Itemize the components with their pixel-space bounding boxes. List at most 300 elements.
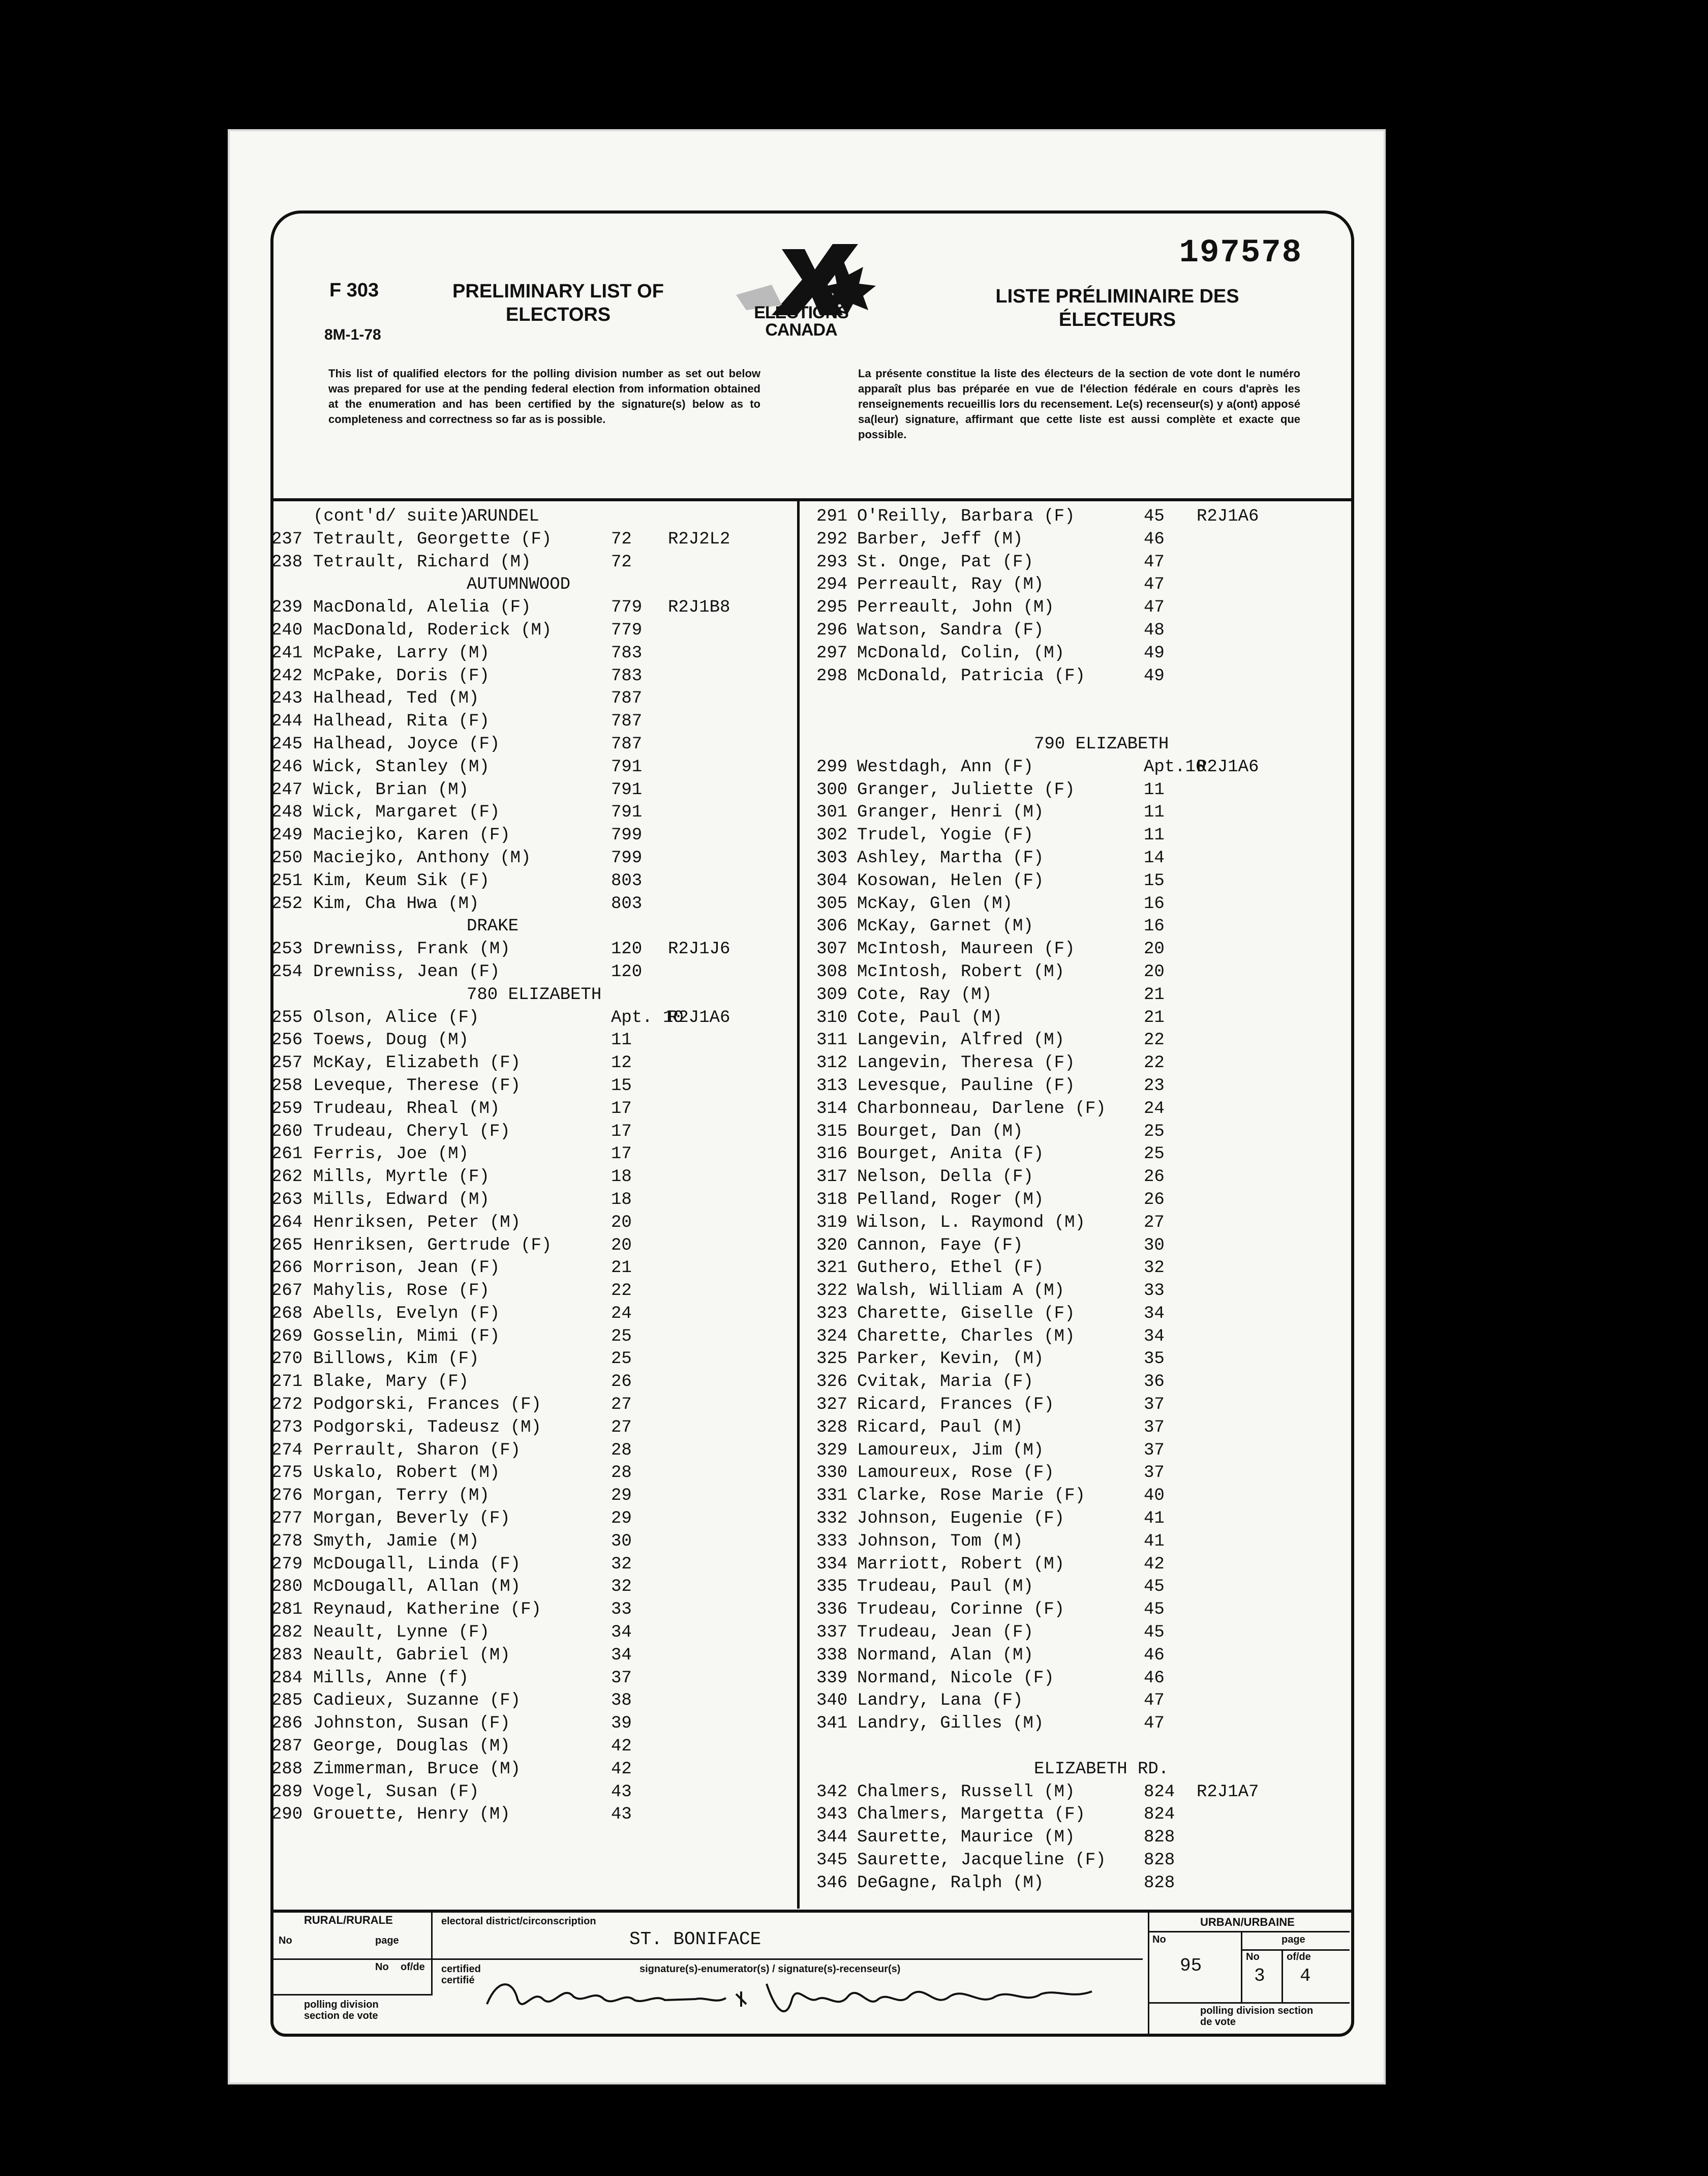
civic-number: 34	[1144, 1304, 1165, 1323]
elector-row	[273, 1781, 797, 1804]
elector-number: 276	[271, 1486, 303, 1506]
elector-name: Marriott, Robert (M)	[857, 1554, 1065, 1574]
column-divider	[797, 498, 800, 1909]
elector-name: Neault, Lynne (F)	[313, 1623, 490, 1643]
elector-number: 290	[271, 1805, 303, 1825]
elector-number: 333	[816, 1531, 848, 1551]
elector-name: Langevin, Theresa (F)	[857, 1053, 1075, 1073]
elector-row	[273, 1234, 797, 1257]
elector-name: McPake, Doris (F)	[313, 666, 490, 686]
elector-name: Olson, Alice (F)	[313, 1008, 479, 1027]
elector-name: Levesque, Pauline (F)	[857, 1076, 1075, 1096]
elector-name: McKay, Elizabeth (F)	[313, 1053, 521, 1073]
elector-name: Halhead, Joyce (F)	[313, 734, 500, 754]
civic-number: 37	[611, 1668, 632, 1688]
elector-name: Cote, Paul (M)	[857, 1008, 1002, 1027]
elector-name: McDonald, Colin, (M)	[857, 643, 1065, 663]
elector-row	[273, 1530, 797, 1553]
elector-number: 329	[816, 1440, 848, 1460]
elector-number: 264	[271, 1213, 303, 1232]
civic-number: 27	[611, 1395, 632, 1415]
elector-name: Kosowan, Helen (F)	[857, 871, 1044, 891]
elector-row	[800, 1485, 1348, 1507]
civic-number: 21	[611, 1258, 632, 1278]
civic-number: 22	[1144, 1053, 1165, 1073]
civic-number: 17	[611, 1099, 632, 1119]
civic-number: 23	[1144, 1076, 1165, 1096]
elector-row	[800, 1371, 1348, 1394]
elector-name: Morgan, Beverly (F)	[313, 1509, 510, 1529]
urban-no-label: No	[1152, 1934, 1166, 1945]
elector-number: 321	[816, 1258, 848, 1278]
civic-number: 38	[611, 1691, 632, 1711]
elector-name: Grouette, Henry (M)	[313, 1805, 510, 1825]
elector-name: Lamoureux, Rose (F)	[857, 1463, 1054, 1483]
elector-row	[800, 961, 1348, 984]
blank-line	[800, 1735, 1348, 1758]
elector-row	[800, 619, 1348, 642]
civic-number: 47	[1144, 575, 1165, 595]
elector-row	[800, 1052, 1348, 1075]
civic-number: 49	[1144, 666, 1165, 686]
elector-number: 331	[816, 1486, 848, 1506]
civic-number: 20	[1144, 962, 1165, 982]
elector-number: 259	[271, 1099, 303, 1119]
elector-number: 324	[816, 1326, 848, 1346]
elector-row	[273, 1667, 797, 1690]
elector-name: Saurette, Maurice (M)	[857, 1828, 1075, 1848]
elector-number: 254	[271, 962, 303, 982]
elector-name: Toews, Doug (M)	[313, 1031, 469, 1050]
elector-number: 251	[271, 871, 303, 891]
elector-name: Landry, Lana (F)	[857, 1691, 1023, 1711]
civic-number: 783	[611, 643, 643, 663]
elector-name: Kim, Keum Sik (F)	[313, 871, 490, 891]
elector-row	[800, 1121, 1348, 1143]
civic-number: 20	[611, 1213, 632, 1232]
elector-row	[800, 915, 1348, 938]
civic-number: 28	[611, 1440, 632, 1460]
elector-name: Cote, Ray (M)	[857, 985, 992, 1005]
elector-number: 307	[816, 940, 848, 959]
rural-page-no-label: No	[375, 1961, 389, 1973]
civic-number: 20	[1144, 940, 1165, 959]
elector-name: Perrault, Sharon (F)	[313, 1440, 521, 1460]
elector-name: Uskalo, Robert (M)	[313, 1463, 500, 1483]
elector-row	[273, 1689, 797, 1712]
civic-number: 45	[1144, 1600, 1165, 1620]
elector-row	[800, 1872, 1348, 1895]
postal-code: R2J1A7	[1197, 1782, 1259, 1802]
civic-number: 27	[611, 1417, 632, 1437]
right-elector-column	[800, 505, 1348, 1895]
civic-number: 33	[611, 1600, 632, 1620]
civic-number: 49	[1144, 643, 1165, 663]
elector-row	[273, 1348, 797, 1371]
elector-number: 245	[271, 734, 303, 754]
elector-row	[273, 1416, 797, 1439]
elector-row	[800, 1826, 1348, 1849]
elector-name: Charbonneau, Darlene (F)	[857, 1099, 1106, 1119]
elector-number: 327	[816, 1395, 848, 1415]
elector-row	[800, 1189, 1348, 1212]
urban-box	[1148, 1913, 1350, 2034]
elector-name: Mills, Myrtle (F)	[313, 1167, 490, 1187]
civic-number: 15	[1144, 871, 1165, 891]
civic-number: 14	[1144, 848, 1165, 868]
civic-number: 46	[1144, 1668, 1165, 1688]
elector-number: 314	[816, 1099, 848, 1119]
elector-number: 253	[271, 940, 303, 959]
rural-no-label: No	[279, 1935, 292, 1946]
title-french: LISTE PRÉLIMINAIRE DES ÉLECTEURS	[995, 286, 1239, 330]
elector-row	[800, 1781, 1348, 1804]
elector-name: Morgan, Terry (M)	[313, 1486, 490, 1506]
street-name: DRAKE	[467, 917, 519, 936]
civic-number: 11	[1144, 803, 1165, 823]
urban-vrule	[1241, 1931, 1242, 2002]
elector-row	[800, 642, 1348, 665]
elector-number: 240	[271, 620, 303, 640]
elector-number: 299	[816, 757, 848, 777]
elector-row	[800, 1143, 1348, 1166]
elector-row	[273, 1007, 797, 1030]
civic-number: 26	[1144, 1190, 1165, 1210]
elector-name: Gosselin, Mimi (F)	[313, 1326, 500, 1346]
civic-number: 828	[1144, 1851, 1175, 1870]
elector-row	[800, 1462, 1348, 1485]
elector-name: Ashley, Martha (F)	[857, 848, 1044, 868]
elector-number: 267	[271, 1281, 303, 1301]
street-heading	[800, 1758, 1348, 1781]
elector-row	[273, 1325, 797, 1348]
elector-number: 244	[271, 712, 303, 732]
civic-number: 25	[1144, 1144, 1165, 1164]
elector-number: 330	[816, 1463, 848, 1483]
elector-row	[800, 1280, 1348, 1303]
civic-number: 824	[1144, 1782, 1175, 1802]
elector-name: Clarke, Rose Marie (F)	[857, 1486, 1085, 1506]
elector-number: 316	[816, 1144, 848, 1164]
elector-number: 344	[816, 1828, 848, 1848]
elector-row	[800, 1576, 1348, 1598]
civic-number: 34	[611, 1645, 632, 1665]
civic-number: 42	[611, 1737, 632, 1757]
civic-number: 27	[1144, 1213, 1165, 1232]
elector-row	[273, 665, 797, 688]
elector-name: Ricard, Paul (M)	[857, 1417, 1023, 1437]
elector-number: 257	[271, 1053, 303, 1073]
rural-box	[273, 1913, 433, 1960]
elector-row	[273, 619, 797, 642]
elector-row	[800, 1303, 1348, 1325]
civic-number: 11	[1144, 826, 1165, 845]
elector-number: 279	[271, 1554, 303, 1574]
elector-name: Pelland, Roger (M)	[857, 1190, 1044, 1210]
elector-number: 273	[271, 1417, 303, 1437]
civic-number: 787	[611, 689, 643, 709]
notice-french: La présente constitue la liste des électeurs de la section de vote dont le numéro apparaît plus bas préparée en vue de l'élection fédérale en cours d'après les renseignements recueillis lors du recensement. Le(s) recenseur(s) y a(ont) apposé sa(leur) signature, affirmant que cette liste est aussi complète et exacte que possible.	[858, 367, 1300, 441]
elector-number: 334	[816, 1554, 848, 1574]
elector-number: 310	[816, 1008, 848, 1027]
elector-row	[273, 1644, 797, 1667]
elector-number: 291	[816, 507, 848, 526]
elector-row	[273, 1485, 797, 1507]
elector-name: Vogel, Susan (F)	[313, 1782, 479, 1802]
elector-row	[273, 710, 797, 733]
elector-number: 294	[816, 575, 848, 595]
elector-number: 283	[271, 1645, 303, 1665]
elector-name: Blake, Mary (F)	[313, 1372, 469, 1392]
civic-number: 15	[611, 1076, 632, 1096]
elector-name: Maciejko, Karen (F)	[313, 826, 510, 845]
elector-name: Halhead, Ted (M)	[313, 689, 479, 709]
elector-row	[273, 961, 797, 984]
civic-number: 12	[611, 1053, 632, 1073]
rural-page-label: page	[375, 1935, 399, 1946]
civic-number: 787	[611, 712, 643, 732]
elector-row	[273, 1394, 797, 1416]
elector-row	[800, 938, 1348, 961]
elector-row	[273, 642, 797, 665]
street-name: 780 ELIZABETH	[467, 985, 602, 1005]
elector-row	[273, 801, 797, 824]
elector-name: Ricard, Frances (F)	[857, 1395, 1054, 1415]
civic-number: 26	[1144, 1167, 1165, 1187]
urban-of-label: of/de	[1287, 1951, 1311, 1962]
elector-row	[273, 1212, 797, 1234]
elector-row	[273, 687, 797, 710]
elector-number: 297	[816, 643, 848, 663]
civic-number: 37	[1144, 1417, 1165, 1437]
elector-name: McKay, Garnet (M)	[857, 917, 1033, 936]
elector-row	[273, 1166, 797, 1189]
elector-name: Langevin, Alfred (M)	[857, 1031, 1065, 1050]
elector-number: 340	[816, 1691, 848, 1711]
elector-number: 281	[271, 1600, 303, 1620]
form-frame	[270, 210, 1354, 2037]
civic-number: 25	[611, 1349, 632, 1369]
urban-page-label: page	[1282, 1934, 1305, 1945]
elector-number: 317	[816, 1167, 848, 1187]
elector-number: 300	[816, 780, 848, 800]
civic-number: 783	[611, 666, 643, 686]
elector-number: 246	[271, 757, 303, 777]
elector-row	[800, 1348, 1348, 1371]
postal-code: R2J2L2	[668, 529, 730, 549]
elector-row	[273, 1075, 797, 1098]
elector-row	[273, 1735, 797, 1758]
elector-name: Trudel, Yogie (F)	[857, 826, 1033, 845]
elector-name: Trudeau, Corinne (F)	[857, 1600, 1065, 1620]
rural-polling-division-label: polling division section de vote	[304, 1999, 379, 2021]
elector-name: Halhead, Rita (F)	[313, 712, 490, 732]
elector-row	[800, 1803, 1348, 1826]
postal-code: R2J1J6	[668, 940, 730, 959]
civic-number: 37	[1144, 1395, 1165, 1415]
elector-row	[800, 573, 1348, 596]
civic-number: 33	[1144, 1281, 1165, 1301]
elector-number: 260	[271, 1122, 303, 1141]
civic-number: 30	[611, 1531, 632, 1551]
elector-name: Tetrault, Georgette (F)	[313, 529, 552, 549]
form-number: F 303	[329, 280, 379, 301]
elector-number: 289	[271, 1782, 303, 1802]
elector-row	[273, 1507, 797, 1530]
civic-number: 26	[611, 1372, 632, 1392]
district-label: electoral district/circonscription	[441, 1916, 596, 1927]
elector-name: Watson, Sandra (F)	[857, 620, 1044, 640]
enumerator-signatures	[482, 1969, 1107, 2024]
elector-name: Cvitak, Maria (F)	[857, 1372, 1033, 1392]
postal-code: R2J1B8	[668, 598, 730, 618]
elector-row	[800, 1689, 1348, 1712]
elector-number: 312	[816, 1053, 848, 1073]
elector-row	[800, 1621, 1348, 1644]
urban-page-no-label: No	[1246, 1951, 1260, 1962]
elector-row	[273, 551, 797, 574]
elector-row	[800, 1007, 1348, 1030]
elector-row	[273, 1029, 797, 1052]
elector-number: 303	[816, 848, 848, 868]
elector-row	[800, 1166, 1348, 1189]
civic-number: 20	[611, 1235, 632, 1255]
civic-number: 32	[611, 1554, 632, 1574]
elector-name: O'Reilly, Barbara (F)	[857, 507, 1075, 526]
elector-name: Reynaud, Katherine (F)	[313, 1600, 541, 1620]
elector-number: 332	[816, 1509, 848, 1529]
form-footer	[273, 1910, 1351, 2037]
elector-name: George, Douglas (M)	[313, 1737, 510, 1757]
postal-code: R2J1A6	[1197, 507, 1259, 526]
elector-name: Leveque, Therese (F)	[313, 1076, 521, 1096]
elector-number: 269	[271, 1326, 303, 1346]
elector-name: Podgorski, Tadeusz (M)	[313, 1417, 541, 1437]
street-heading	[800, 733, 1348, 756]
elector-number: 239	[271, 598, 303, 618]
civic-number: 42	[611, 1759, 632, 1779]
civic-number: Apt. 10	[611, 1008, 684, 1027]
elector-name: Morrison, Jean (F)	[313, 1258, 500, 1278]
elector-name: Guthero, Ethel (F)	[857, 1258, 1044, 1278]
civic-number: 17	[611, 1122, 632, 1141]
elector-name: Chalmers, Russell (M)	[857, 1782, 1075, 1802]
civic-number: 16	[1144, 917, 1165, 936]
civic-number: 803	[611, 894, 643, 914]
elector-name: Mills, Edward (M)	[313, 1190, 490, 1210]
civic-number: 42	[1144, 1554, 1165, 1574]
elector-row	[273, 1303, 797, 1325]
civic-number: 47	[1144, 1714, 1165, 1734]
urban-polling-division-label: polling division section de vote	[1200, 2005, 1314, 2028]
elector-number: 237	[271, 529, 303, 549]
elector-number: 274	[271, 1440, 303, 1460]
elector-row	[273, 733, 797, 756]
elector-number: 271	[271, 1372, 303, 1392]
elector-name: Cannon, Faye (F)	[857, 1235, 1023, 1255]
elector-name: Trudeau, Rheal (M)	[313, 1099, 500, 1119]
elector-row	[273, 870, 797, 893]
elector-name: Normand, Nicole (F)	[857, 1668, 1054, 1688]
elector-name: McDougall, Linda (F)	[313, 1554, 521, 1574]
elector-number: 313	[816, 1076, 848, 1096]
elector-name: Charette, Giselle (F)	[857, 1304, 1075, 1323]
elector-name: Trudeau, Cheryl (F)	[313, 1122, 510, 1141]
civic-number: 21	[1144, 985, 1165, 1005]
elector-row	[800, 801, 1348, 824]
elector-row	[273, 847, 797, 870]
civic-number: 120	[611, 940, 643, 959]
civic-number: 32	[611, 1577, 632, 1597]
elector-number: 338	[816, 1645, 848, 1665]
elector-row	[273, 1758, 797, 1781]
elector-number: 319	[816, 1213, 848, 1232]
elector-row	[800, 1029, 1348, 1052]
elector-row	[273, 1143, 797, 1166]
elector-row	[273, 596, 797, 619]
elector-row	[800, 1507, 1348, 1530]
elector-name: Trudeau, Jean (F)	[857, 1623, 1033, 1643]
elector-name: Zimmerman, Bruce (M)	[313, 1759, 521, 1779]
elector-row	[273, 1803, 797, 1826]
civic-number: 22	[1144, 1031, 1165, 1050]
elector-name: Henriksen, Peter (M)	[313, 1213, 521, 1232]
civic-number: 43	[611, 1805, 632, 1825]
elector-number: 255	[271, 1008, 303, 1027]
elector-name: Barber, Jeff (M)	[857, 529, 1023, 549]
elector-number: 325	[816, 1349, 848, 1369]
elector-number: 311	[816, 1031, 848, 1050]
elector-row	[800, 665, 1348, 688]
elector-name: McDougall, Allan (M)	[313, 1577, 521, 1597]
rural-label: RURAL/RURALE	[304, 1914, 393, 1926]
elector-number: 320	[816, 1235, 848, 1255]
civic-number: 791	[611, 803, 643, 823]
elector-name: Charette, Charles (M)	[857, 1326, 1075, 1346]
elector-row	[273, 779, 797, 802]
civic-number: 45	[1144, 1577, 1165, 1597]
elector-name: Perreault, John (M)	[857, 598, 1054, 618]
elector-name: McIntosh, Robert (M)	[857, 962, 1065, 982]
elector-row	[800, 984, 1348, 1007]
district-rule	[431, 1958, 1143, 1960]
elector-row	[800, 1439, 1348, 1462]
elector-row	[273, 1052, 797, 1075]
left-elector-column	[273, 505, 797, 1826]
civic-number: 779	[611, 620, 643, 640]
civic-number: 28	[611, 1463, 632, 1483]
elector-number: 326	[816, 1372, 848, 1392]
elector-number: 243	[271, 689, 303, 709]
rural-page-box	[273, 1958, 433, 1996]
elector-name: Abells, Evelyn (F)	[313, 1304, 500, 1323]
postal-code: R2J1A6	[668, 1008, 730, 1027]
elector-number: 263	[271, 1190, 303, 1210]
street-name: ARUNDEL	[467, 507, 539, 526]
elector-name: Granger, Henri (M)	[857, 803, 1044, 823]
elector-row	[273, 756, 797, 779]
elector-name: Landry, Gilles (M)	[857, 1714, 1044, 1734]
elector-number: 323	[816, 1304, 848, 1323]
elector-row	[800, 870, 1348, 893]
elector-row	[800, 756, 1348, 779]
elector-name: Henriksen, Gertrude (F)	[313, 1235, 552, 1255]
elector-number: 304	[816, 871, 848, 891]
elector-number: 249	[271, 826, 303, 845]
street-name: 790 ELIZABETH	[1034, 734, 1169, 754]
elector-name: Mahylis, Rose (F)	[313, 1281, 490, 1301]
civic-number: 29	[611, 1486, 632, 1506]
